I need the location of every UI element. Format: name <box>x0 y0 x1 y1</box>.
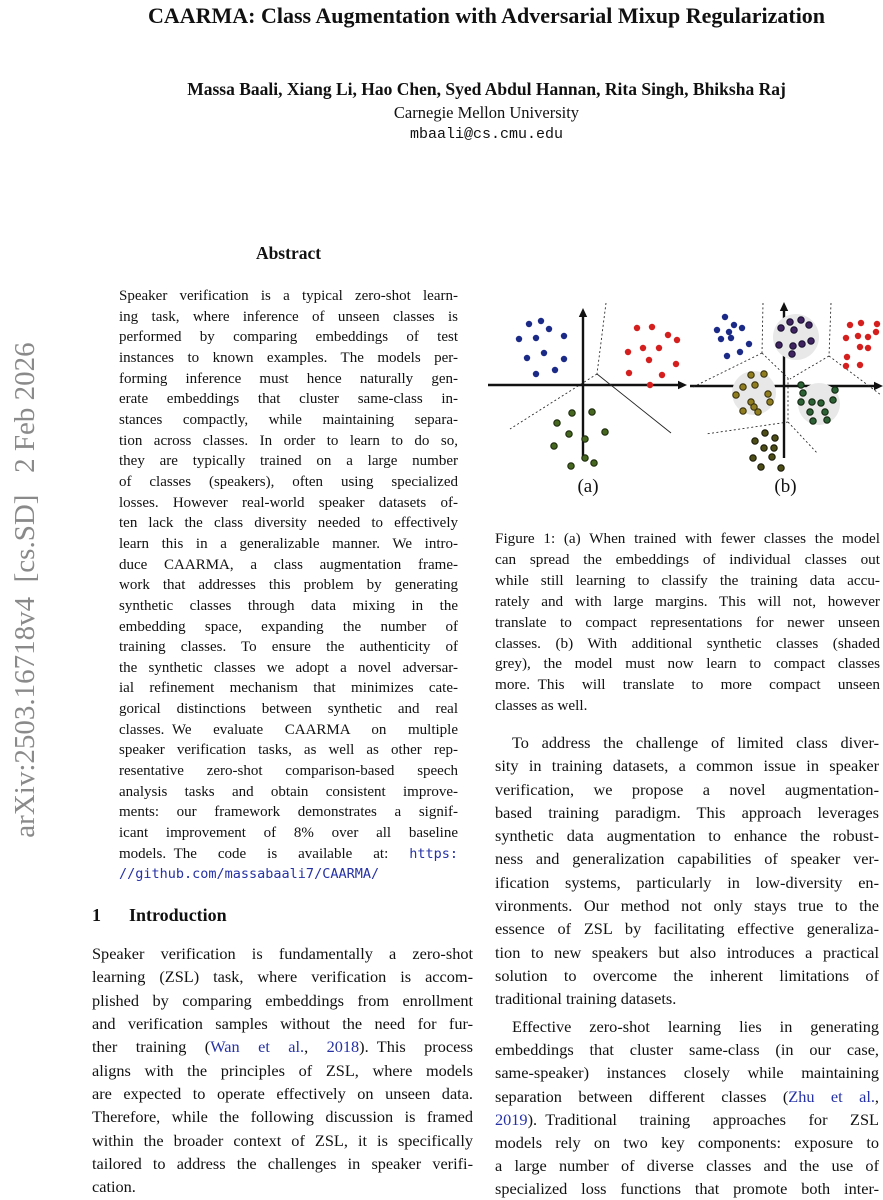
citation-link[interactable]: Zhu et al. <box>788 1086 875 1106</box>
text-line: losses. However real-world speaker datasets of- <box>119 494 458 511</box>
text-line: more. This will translate to more compact unseen <box>495 676 880 694</box>
section-title: Introduction <box>129 905 227 925</box>
abstract-heading: Abstract <box>255 243 322 263</box>
text-line: Effective zero-shot learning lies in generating <box>512 1017 879 1036</box>
text-line: ification systems, particularly in low-diversity en- <box>495 872 879 892</box>
text-line: embeddings that cluster same-class (in our case, <box>495 1040 879 1060</box>
arxiv-watermark: arXiv:2503.16718v4 [cs.SD] 2 Feb 2026 <box>9 342 41 838</box>
text-line: ing task, where inference of unseen classes is <box>119 308 458 325</box>
text-line: are expected to operate effectively on unseen data. <box>92 1084 473 1104</box>
code-url-link[interactable]: //github.com/massabaali7/CAARMA/ <box>119 866 380 883</box>
text-line: specialized loss functions that promote both inter- <box>495 1179 879 1199</box>
plot-b-label: (b) <box>774 476 797 497</box>
paper-title: CAARMA: Class Augmentation with Adversarial Mixup Regularization <box>147 3 826 28</box>
text-line: erate embeddings that cluster same-class in- <box>119 391 458 408</box>
text-line: a large number of diverse classes and the use of <box>495 1156 879 1176</box>
text-line: learning (ZSL) task, where verification is accom- <box>92 967 473 987</box>
text-line: analysis tasks and obtain consistent improve- <box>119 783 458 800</box>
text-line: duce CAARMA, a class augmentation frame- <box>119 556 458 573</box>
text-line: while still learning to classify the training data accu- <box>495 571 880 589</box>
text-line: models. The code is available at: https: <box>119 845 458 862</box>
text-line: can spread the embeddings of individual classes out <box>495 550 880 568</box>
text-line: ness and generalization capabilities of speaker ver- <box>495 849 879 869</box>
text-line: based training paradigm. This approach leverages <box>495 802 879 822</box>
text-line: training classes. To ensure the authenticity of <box>119 639 458 656</box>
text-line: and verification samples without the need for fur- <box>92 1014 473 1034</box>
text-line: Speaker verification is fundamentally a zero-shot <box>92 944 473 963</box>
text-line: resentative zero-shot comparison-based speech <box>119 763 458 780</box>
citation-link[interactable]: 2018 <box>326 1037 360 1057</box>
text-line: translate to compact representations for newer unseen <box>495 613 880 631</box>
text-line: stances compactly, while maintaining separa- <box>119 411 458 428</box>
plot-a-label: (a) <box>577 476 599 497</box>
text-line: of classes (speakers), often using specialized <box>119 473 458 490</box>
code-url-link[interactable]: https: <box>409 845 458 862</box>
text-line: embedding space, expanding the number of <box>119 618 458 635</box>
abstract-body <box>119 286 458 885</box>
citation-link[interactable]: 2019 <box>495 1109 528 1129</box>
text-line: plished by comparing embeddings from enrollment <box>92 990 473 1010</box>
text-line: essence of ZSL by facilitating effective generaliza- <box>495 919 879 939</box>
text-line: ther training (Wan et al., 2018). This process <box>92 1037 473 1057</box>
text-line: Therefore, while the following discussion is framed <box>92 1107 473 1127</box>
text-line: classes. (b) With additional synthetic classes (shaded <box>495 634 880 652</box>
text-line: synthetic classes through data mixing in the <box>119 597 458 614</box>
text-line: they are typically trained on a large number <box>119 453 458 470</box>
figure-1-plot-a <box>488 292 688 478</box>
text-line: classes as well. <box>495 697 588 715</box>
authors-line: Massa Baali, Xiang Li, Hao Chen, Syed Abdul Hannan, Rita Singh, Bhiksha Raj <box>187 79 786 99</box>
right-column-paragraph-1 <box>495 731 879 1011</box>
affiliation: Carnegie Mellon University <box>393 103 580 122</box>
right-column-paragraph-2 <box>495 1015 879 1200</box>
text-line: tion across classes. In order to learn to do so, <box>119 432 458 449</box>
text-line: verification, we propose a novel augmentation- <box>495 779 879 799</box>
text-line: learn this in a generalizable manner. We intro- <box>119 535 458 552</box>
text-line <box>119 864 458 885</box>
text-line: work that addresses this problem by generating <box>119 577 458 594</box>
text-line: ten lack the class diversity needed to effectively <box>119 515 458 532</box>
text-line: speaker verification tasks, as well as other rep- <box>119 742 458 759</box>
text-line: 2019). Traditional training approaches for ZSL <box>495 1109 879 1129</box>
email[interactable]: mbaali@cs.cmu.edu <box>409 126 564 143</box>
text-line: ments: our framework demonstrates a signif- <box>119 804 458 821</box>
text-line: To address the challenge of limited class diver- <box>512 733 879 752</box>
section-heading-introduction <box>92 905 227 926</box>
text-line: models rely on two key components: exposure to <box>495 1133 879 1153</box>
text-line: within the broader context of ZSL, it is specifically <box>92 1130 473 1150</box>
text-line: sity in training datasets, a common issue in speaker <box>495 756 879 776</box>
figure-1 <box>488 292 883 507</box>
text-line: gorical distinctions between synthetic and real <box>119 701 458 718</box>
paper-header <box>90 3 883 29</box>
text-line: rately and with large margins. This will not, however <box>495 592 880 610</box>
text-line: vironments. Our method not only stays true to the <box>495 896 879 916</box>
text-line: icant improvement of 8% over all baseline <box>119 825 458 842</box>
text-line: ial refinement mechanism that minimizes cate- <box>119 680 458 697</box>
text-line: the synthetic classes we adopt a novel adversar- <box>119 659 458 676</box>
intro-paragraph <box>92 942 473 1199</box>
text-line: separation between different classes (Zhu et al., <box>495 1086 879 1106</box>
text-line: same-speaker) instances closely while maintaining <box>495 1063 879 1083</box>
figure-1-caption <box>495 529 880 717</box>
text-line: traditional training datasets. <box>495 989 677 1009</box>
citation-link[interactable]: Wan et al. <box>210 1037 305 1057</box>
text-line: classes. We evaluate CAARMA on multiple <box>119 721 458 738</box>
text-line: instances to known examples. The models per- <box>119 349 458 366</box>
section-number: 1 <box>92 905 101 925</box>
text-line: synthetic data augmentation to enhance the robust- <box>495 826 879 846</box>
text-line: tion to new speakers but also introduces a practical <box>495 942 879 962</box>
text-line: grey), the model must now learn to compact classes <box>495 655 880 673</box>
figure-1-plot-b <box>688 292 883 478</box>
text-line: performed by comparing embeddings of test <box>119 329 458 346</box>
text-line: Speaker verification is a typical zero-shot learn- <box>119 288 458 304</box>
text-line: Figure 1: (a) When trained with fewer classes the model <box>495 530 880 547</box>
text-line: tailored to address the challenges in speaker verifi- <box>92 1154 473 1174</box>
text-line: forming inference must hence naturally gen- <box>119 370 458 387</box>
text-line: cation. <box>92 1177 136 1197</box>
text-line: solution to overcome the inherent limitations of <box>495 965 879 985</box>
text-line: aligns with the principles of ZSL, where models <box>92 1060 473 1080</box>
